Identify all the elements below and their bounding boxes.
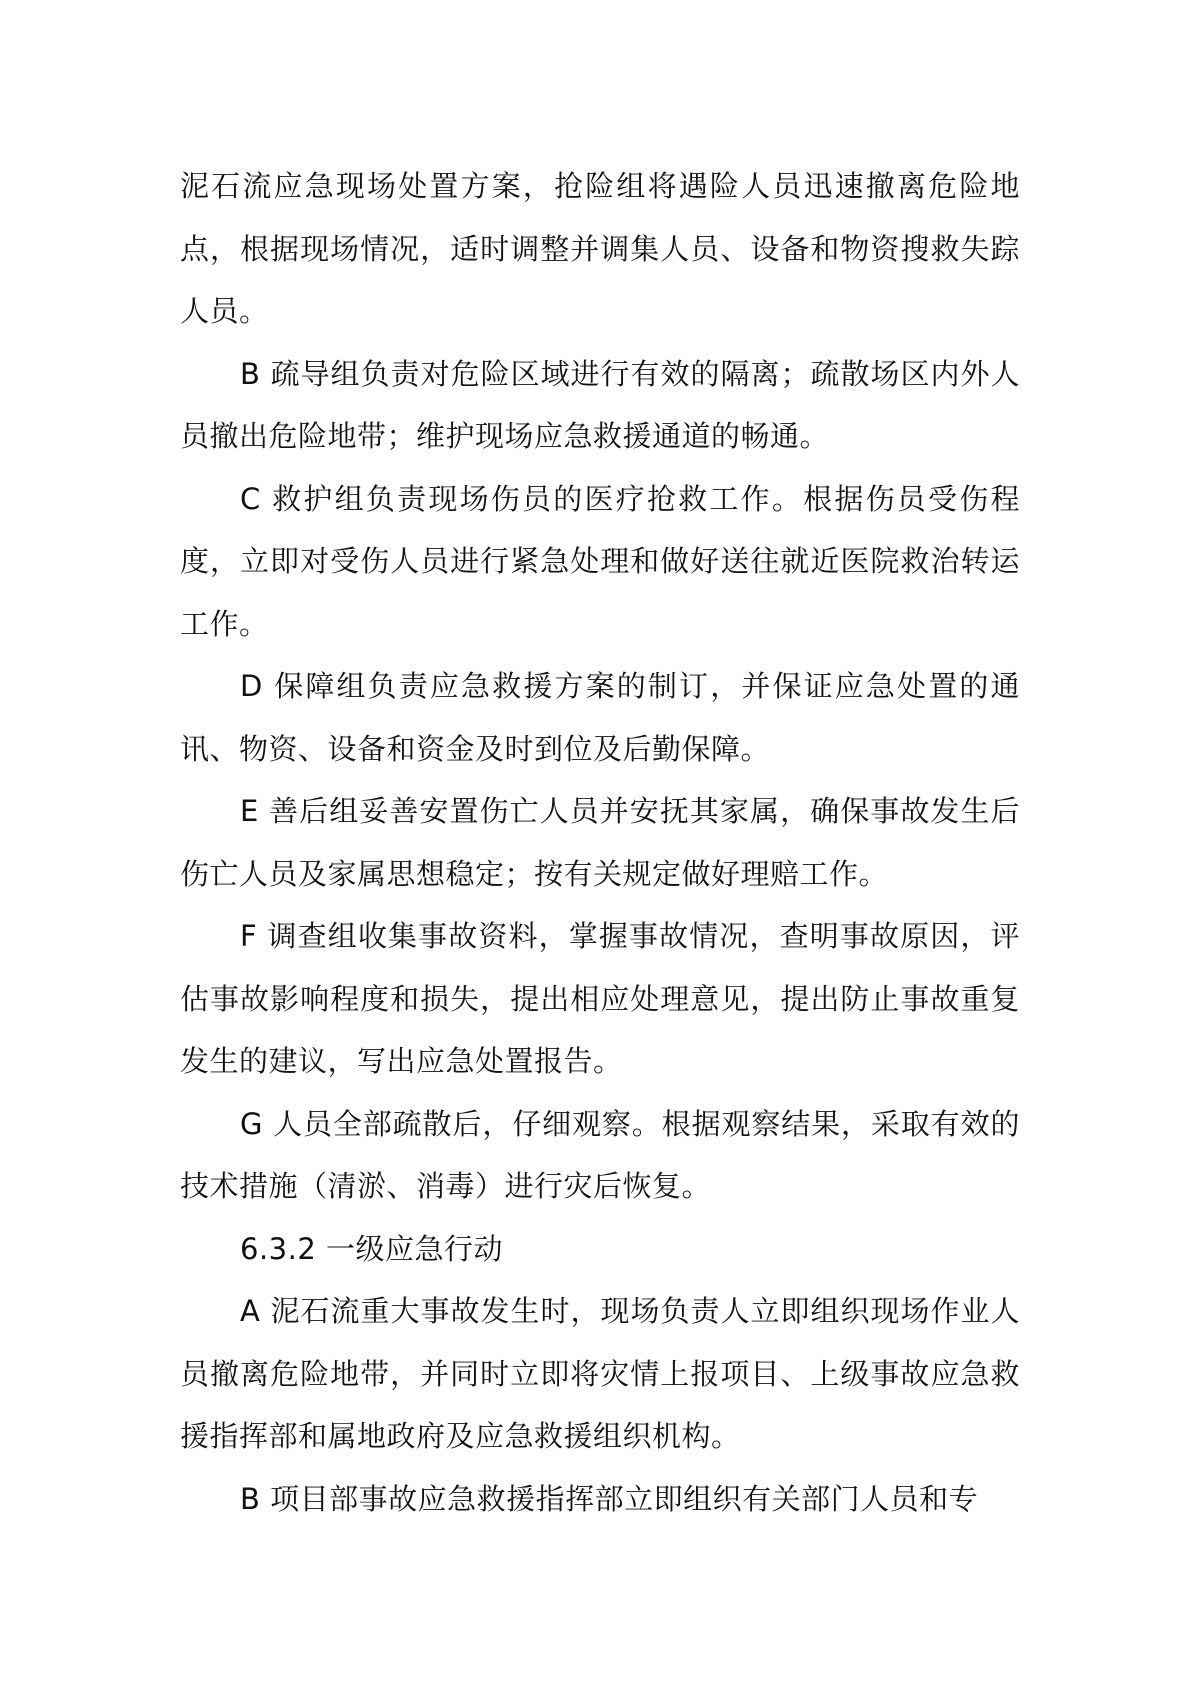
paragraph-e-aftermath-team: E 善后组妥善安置伤亡人员并安抚其家属，确保事故发生后伤亡人员及家属思想稳定；按有关规定做好理赔工作。 <box>180 794 1020 891</box>
paragraph-b-guidance-team: B 疏导组负责对危险区域进行有效的隔离；疏散场区内外人员撤出危险地带；维护现场应急救援通道的畅通。 <box>180 356 1020 453</box>
paragraph-b-headquarters: B 项目部事故应急救援指挥部立即组织有关部门人员和专 <box>240 1481 979 1516</box>
document-page <box>180 155 1020 1530</box>
section-heading-6-3-2: 6.3.2 一级应急行动 <box>240 1231 504 1266</box>
paragraph-d-support-team: D 保障组负责应急救援方案的制订，并保证应急处置的通讯、物资、设备和资金及时到位及后勤保障。 <box>180 669 1020 766</box>
paragraph-g-recovery: G 人员全部疏散后，仔细观察。根据观察结果，采取有效的技术措施（清淤、消毒）进行灾后恢复。 <box>180 1106 1020 1203</box>
paragraph-f-investigation-team: F 调查组收集事故资料，掌握事故情况，查明事故原因，评估事故影响程度和损失，提出相应处理意见，提出防止事故重复发生的建议，写出应急处置报告。 <box>180 919 1020 1078</box>
paragraph-rescue-team: 泥石流应急现场处置方案，抢险组将遇险人员迅速撤离危险地点，根据现场情况，适时调整并调集人员、设备和物资搜救失踪人员。 <box>180 169 1020 328</box>
paragraph-c-medical-team: C 救护组负责现场伤员的医疗抢救工作。根据伤员受伤程度，立即对受伤人员进行紧急处理和做好送往就近医院救治转运工作。 <box>180 481 1020 641</box>
paragraph-a-major-accident: A 泥石流重大事故发生时，现场负责人立即组织现场作业人员撤离危险地带，并同时立即将灾情上报项目、上级事故应急救援指挥部和属地政府及应急救援组织机构。 <box>180 1294 1020 1453</box>
